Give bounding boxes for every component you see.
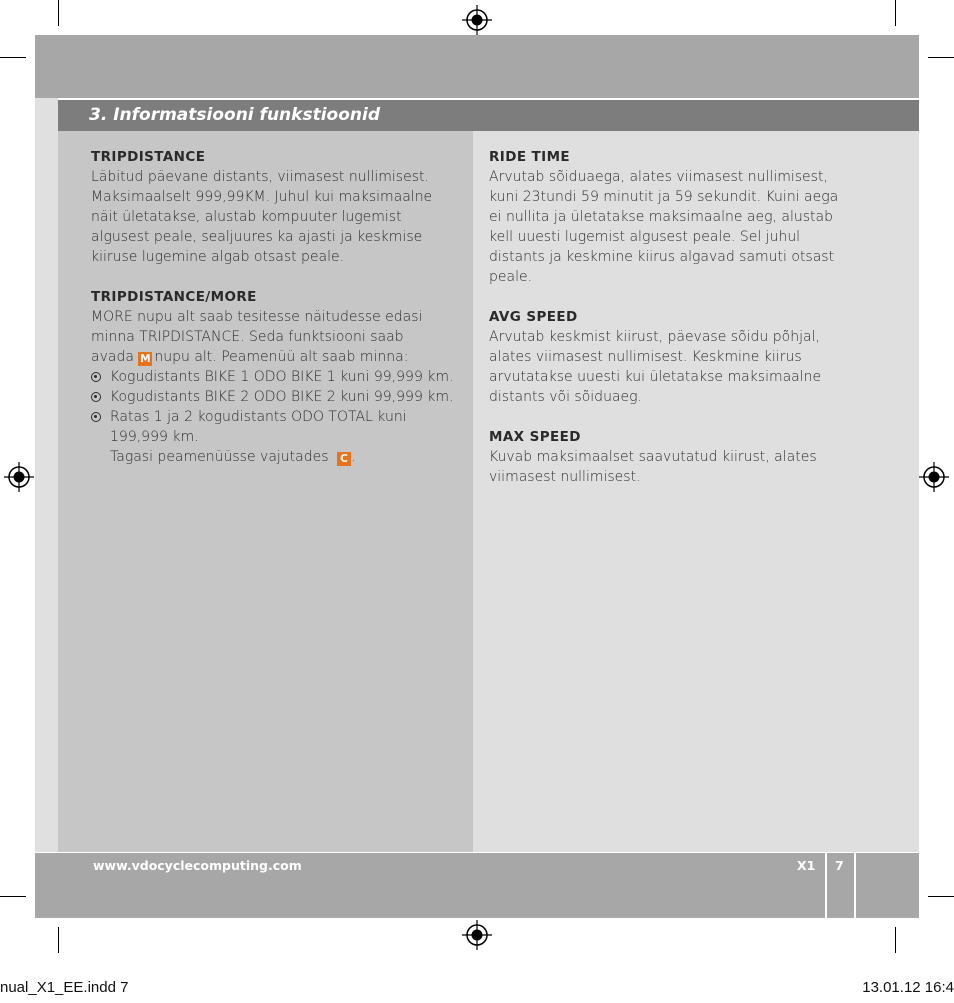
crop-mark: [895, 927, 896, 953]
tripdistance-more-line: MORE nupu alt saab tesitesse näitudesse edasi: [91, 309, 423, 325]
footer-model: X1: [797, 858, 816, 873]
m-key-icon: M: [140, 353, 151, 365]
tripdistance-line: algusest peale, sealjuures ka ajasti ja keskmise: [91, 229, 423, 245]
heading-max-speed: MAX SPEED: [489, 429, 581, 445]
print-slug-date: 13.01.12 16:4: [862, 979, 954, 996]
list-item: [91, 407, 463, 427]
section-title: 3. Informatsiooni funkstioonid: [89, 105, 380, 125]
crop-mark: [928, 57, 954, 58]
tripdistance-line: Maksimaalselt 999,99KM. Juhul kui maksimaalne: [91, 189, 433, 205]
tripdistance-more-line: [91, 347, 463, 367]
list-item-text: Kogudistants BIKE 1 ODO BIKE 1 kuni 99,999 km.: [110, 369, 454, 385]
back-instruction: [91, 447, 463, 467]
print-slug-filename: nual_X1_EE.indd 7: [0, 979, 129, 996]
crop-mark: [0, 896, 26, 897]
tripdistance-line: kiiruse lugemine algab otsast peale.: [91, 249, 345, 265]
left-column: [91, 147, 463, 467]
circled-dot-icon: [91, 392, 101, 402]
crop-mark: [58, 0, 59, 26]
avg-speed-line: Arvutab keskmist kiirust, päevase sõidu põhjal,: [489, 329, 820, 345]
header-band: [35, 35, 919, 98]
ride-time-line: ei nullita ja ületatakse maksimaalne aeg, alustab: [489, 209, 833, 225]
page-number: 7: [835, 858, 844, 873]
list-item-text: Ratas 1 ja 2 kogudistants ODO TOTAL kuni: [110, 409, 407, 425]
ride-time-line: kell uuesti lugemist algusest peale. Sel juhul: [489, 229, 801, 245]
crosshair-circle-icon: [462, 5, 492, 35]
tripdistance-line: näit ületatakse, alustab kompuuter lugemist: [91, 209, 402, 225]
list-item-continuation: 199,999 km.: [110, 429, 199, 445]
odo-list: [91, 367, 463, 427]
crosshair-circle-icon: [4, 462, 34, 492]
back-end-period: .: [350, 449, 356, 465]
c-key-icon: C: [337, 452, 351, 466]
avg-speed-line: arvutatakse uuesti kui ületatakse maksimaalne: [489, 369, 822, 385]
crop-mark: [895, 0, 896, 26]
crosshair-circle-icon: [462, 920, 492, 950]
nupu-text: nupu alt. Peamenüü alt saab minna:: [154, 349, 409, 365]
crop-mark: [0, 57, 26, 58]
heading-avg-speed: AVG SPEED: [489, 309, 578, 325]
crop-mark: [58, 927, 59, 953]
crosshair-circle-icon: [919, 462, 949, 492]
list-item: [91, 367, 463, 387]
tripdistance-more-line: minna TRIPDISTANCE. Seda funktsiooni saab: [91, 329, 404, 345]
ride-time-line: Arvutab sõiduaega, alates viimasest nullimisest,: [489, 169, 828, 185]
avada-text: avada: [91, 349, 134, 365]
footer-divider: [854, 853, 856, 918]
tripdistance-line: Läbitud päevane distants, viimasest nullimisest.: [91, 169, 429, 185]
avg-speed-line: alates viimasest nullimisest. Keskmine kiirus: [489, 349, 802, 365]
ride-time-line: kuni 23tundi 59 minutit ja 59 sekundit. Kuini aega: [489, 189, 839, 205]
right-column: [489, 147, 859, 487]
footer-url: www.vdocyclecomputing.com: [93, 858, 302, 873]
footer-divider: [825, 853, 827, 918]
footer-divider-line: [35, 852, 919, 853]
ride-time-line: distants ja keskmine kiirus algavad samuti otsast: [489, 249, 835, 265]
heading-tripdistance: TRIPDISTANCE: [91, 149, 206, 165]
heading-ride-time: RIDE TIME: [489, 149, 571, 165]
list-item: [91, 387, 463, 407]
max-speed-line: viimasest nullimisest.: [489, 469, 641, 485]
ride-time-line: peale.: [489, 269, 533, 285]
circled-dot-icon: [91, 372, 101, 382]
list-item-text: Kogudistants BIKE 2 ODO BIKE 2 kuni 99,999 km.: [110, 389, 454, 405]
crop-mark: [928, 896, 954, 897]
max-speed-line: Kuvab maksimaalset saavutatud kiirust, alates: [489, 449, 817, 465]
circled-dot-icon: [91, 412, 101, 422]
heading-tripdistance-more: TRIPDISTANCE/MORE: [91, 289, 257, 305]
left-margin-strip: [35, 98, 58, 853]
back-text: Tagasi peamenüüsse vajutades: [110, 449, 329, 465]
avg-speed-line: distants või sõiduaeg.: [489, 389, 642, 405]
